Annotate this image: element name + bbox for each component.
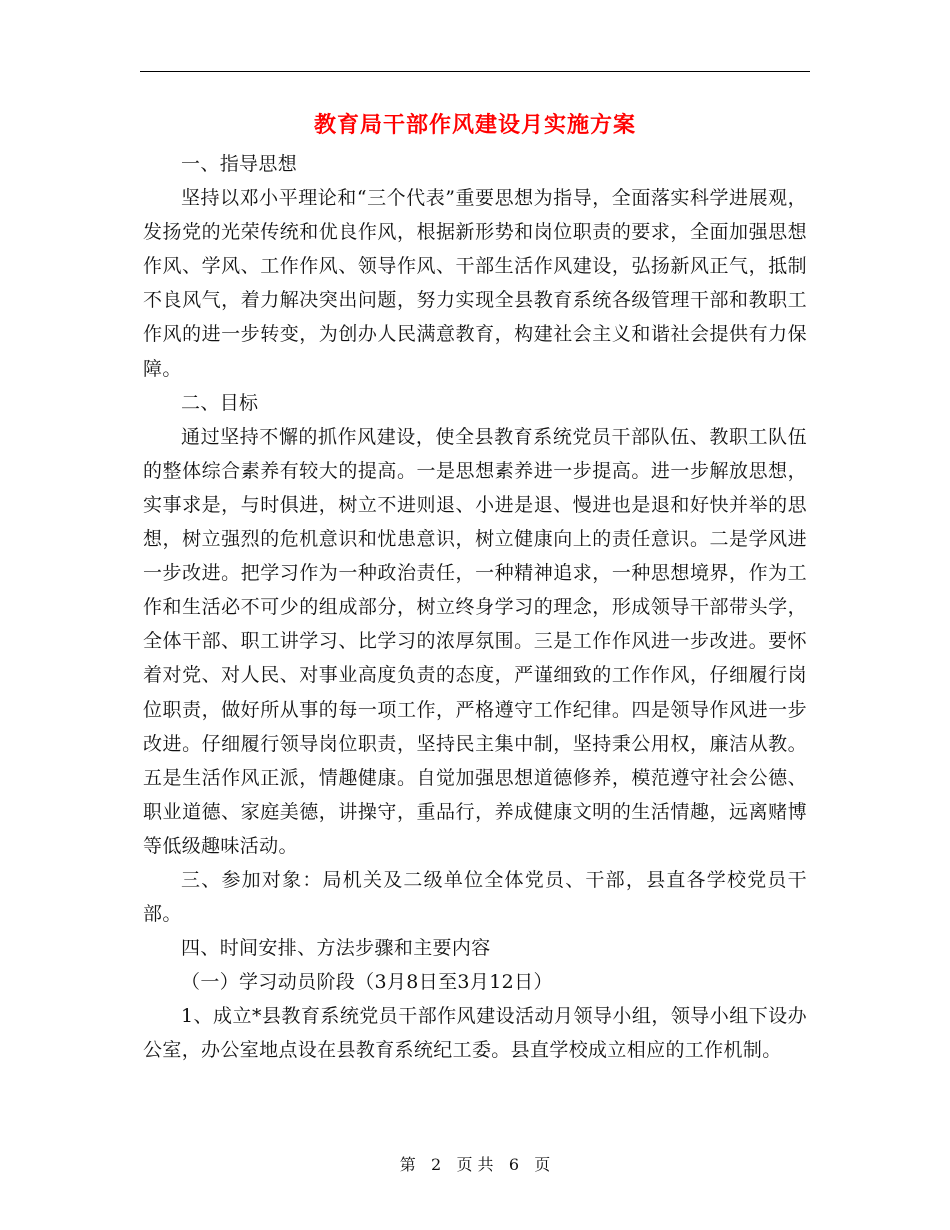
section-heading-goals: 二、目标 xyxy=(181,391,259,414)
section-heading-guiding-ideology: 一、指导思想 xyxy=(181,153,298,175)
footer-current-page: 2 xyxy=(430,1155,442,1174)
paragraph-item-1: 1、成立*县教育系统党员干部作风建设活动月领导小组，领导小组下设办公室，办公室地点设在县教育系统纪工委。县直学校成立相应的工作机制。 xyxy=(143,1005,807,1062)
paragraph-participants: 三、参加对象：局机关及二级单位全体党员、干部，县直各学校党员干部。 xyxy=(143,868,807,926)
paragraph-goals: 通过坚持不懈的抓作风建设，使全县教育系统党员干部队伍、教职工队伍的整体综合素养有较大的提高。一是思想素养进一步提高。进一步解放思想，实事求是，与时俱进，树立不进则退、小进是退、慢进也是退和好快并举的思想，树立强烈的危机意识和忧患意识，树立健康向上的责任意识。二是学风进一步改进。把学习作为一种政治责任，一种精神追求，一种思想境界，作为工作和生活必不可少的组成部分，树立终身学习的理念，形成领导干部带头学，全体干部、职工讲学习、比学习的浓厚氛围。三是工作作风进一步改进。要怀着对党、对人民、对事业高度负责的态度，严谨细致的工作作风，仔细履行岗位职责，做好所从事的每一项工作，严格遵守工作纪律。四是领导作风进一步改进。仔细履行领导岗位职责，坚持民主集中制，坚持秉公用权，廉洁从教。五是生活作风正派，情趣健康。自觉加强思想道德修养，模范遵守社会公德、职业道德、家庭美德，讲操守，重品行，养成健康文明的生活情趣，远离赌博等低级趣味活动。 xyxy=(143,425,807,857)
section-heading-schedule: 四、时间安排、方法步骤和主要内容 xyxy=(181,937,491,960)
paragraph-guiding-ideology: 坚持以邓小平理论和“三个代表”重要思想为指导，全面落实科学进展观，发扬党的光荣传统和优良作风，根据新形势和岗位职责的要求，全面加强思想作风、学风、工作作风、领导作风、干部生活作风建设，弘扬新风正气，抵制不良风气，着力解决突出问题，努力实现全县教育系统各级管理干部和教职工作风的进一步转变，为创办人民满意教育，构建社会主义和谐社会提供有力保障。 xyxy=(143,187,807,380)
footer-page-mid: 页 共 xyxy=(456,1155,494,1174)
document-title: 教育局干部作风建设月实施方案 xyxy=(313,112,636,138)
footer-page-suffix: 页 xyxy=(534,1155,551,1174)
document-body xyxy=(143,147,807,1068)
footer-total-pages: 6 xyxy=(508,1155,520,1174)
subsection-heading-study-phase: （一）学习动员阶段（3月8日至3月12日） xyxy=(181,971,553,994)
header-rule xyxy=(140,71,810,72)
page-footer xyxy=(0,1153,950,1177)
footer-page-prefix: 第 xyxy=(399,1155,416,1174)
